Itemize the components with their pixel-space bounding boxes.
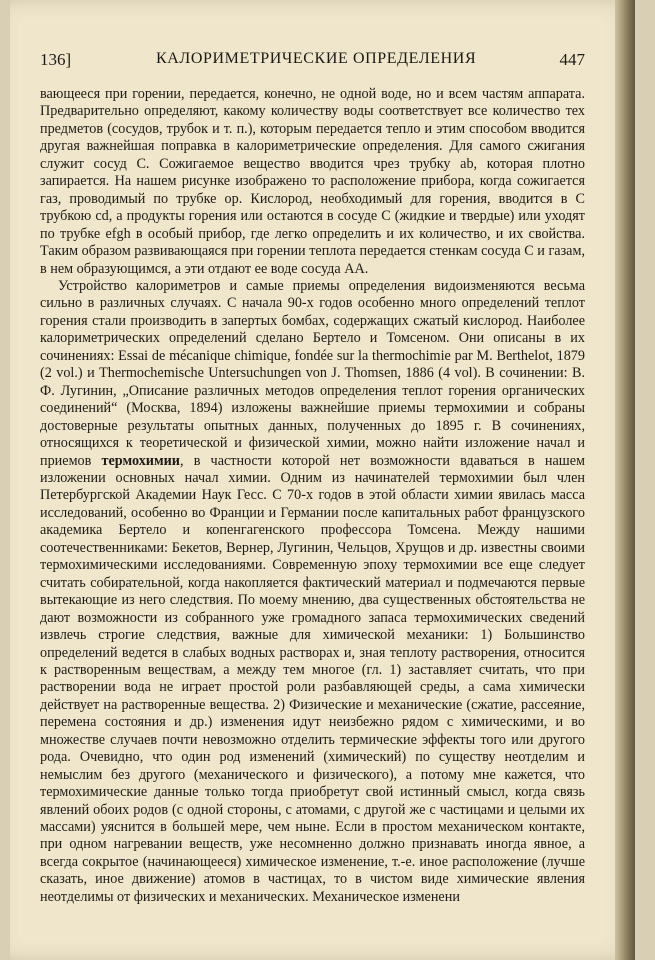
page-body (40, 86, 585, 906)
paragraph-text-a: Устройство калориметров и самые приемы определения видоизменяются весьма сильно в различных случаях. С начала 90-х годов особенно много определений теплот горения стали производить в запертых бомбах, содержащих сжатый кислород. Наиболее калориметрических определений сделано Бертело и Томсеном. Они описаны в их сочинениях: Essai de mécanique chimique, fondée sur la thermochimie par M. Berthelot, 1879 (2 vol.) и Thermochemische Untersuchungen von J. Thomsen, 1886 (4 vol). В сочинении: В. Ф. Лугинин, „Описание различных методов определения теплот горения органических соединений“ (Москва, 1894) изложены важнейшие приемы термохимии и собраны достоверные результаты опытных данных, полученных до 1895 г. В сочинениях, относящихся к теоретической и физической химии, можно найти изложение начал и приемов (40, 277, 585, 469)
page-number: 447 (559, 50, 585, 69)
section-number: 136] (40, 50, 72, 69)
paragraph-continued: вающееся при горении, передается, конечно, не одной воде, но и всем частям аппарата. Предварительно определяют, какому количеству воды соответствует все количество тех предметов (сосудов, трубок и т. п.), которым передается тепло и этим способом вводится другая важнейшая поправка в калориметрические определения. Для самого сжигания служит сосуд C. Сожигаемое вещество вводится чрез трубку ab, которая плотно запирается. На нашем рисунке изображено то расположение прибора, когда сожигается газ, проводимый по трубке op. Кислород, необходимый для горения, вводится в C трубкою cd, а продукты горения или остаются в сосуде C (жидкие и твердые) или уходят по трубке efgh в особый прибор, где легко определить и их количество, и их свойства. Таким образом развивающаяся при горении теплота передается стенкам сосуда C и газам, в нем образующимся, а эти отдают ее воде сосуда AA. (40, 86, 585, 277)
paragraph-text-b: , в частности которой нет возможности вдаваться в нашем изложении основных начал химии. Одним из начинателей термохимии был член Петербургской Академии Наук Гесс. С 70-х годов в этой области химии явилась масса исследований, особенно во Франции и Германии после капитальных работ французского академика Бертело и копенгагенского профессора Томсена. Между нашими соотечественниками: Бекетов, Вернер, Лугинин, Чельцов, Хрущов и др. известны своими термохимическими исследованиями. Современную эпоху термохимии все еще следует считать собирательной, когда накопляется фактический материал и подмечаются первые вытекающие из него следствия. По моему мнению, два существенных обстоятельства не дают возможности из собранного уже громадного запаса термохимических сведений извлечь строгие следствия, важные для химической механики: 1) Большинство определений ведется в слабых водных растворах и, зная теплоту растворения, относится к растворенным веществам, а между тем многое (гл. 1) заставляет считать, что при растворении вода не играет простой роли разбавляющей среды, а сама химически действует на растворенные вещества. 2) Физические и механические (сжатие, рассеяние, перемена состояния и др.) изменения идут неизбежно рядом с химическими, и во множестве случаев почти невозможно отделить термические эффекты того или другого рода. Очевидно, что один род изменений (химический) по существу неотделим и немыслим без другого (механического и физического), а потому мне кажется, что термохимические данные только тогда приобретут свой истинный смысл, когда связь явлений обоих родов (с одной стороны, с атомами, с другой же с частицами и целыми их массами) уяснится в большей мере, чем ныне. Если в простом механическом контакте, при одном нагревании веществ, уже несомненно должно признавать иногда явное, а всегда сокрытое (начинающееся) химическое изменение, т.-е. иное расположение (лучше сказать, иное движение) атомов в частицах, то в чистом виде химические явления неотделимы от физических и механических. Механическое изменени (40, 452, 585, 905)
running-title: КАЛОРИМЕТРИЧЕСКИЕ ОПРЕДЕЛЕНИЯ (156, 50, 477, 67)
page-gutter (615, 0, 635, 960)
book-page (10, 0, 635, 960)
bold-term: термохимии (101, 452, 180, 469)
running-header (40, 50, 585, 74)
paragraph-main (40, 278, 585, 906)
